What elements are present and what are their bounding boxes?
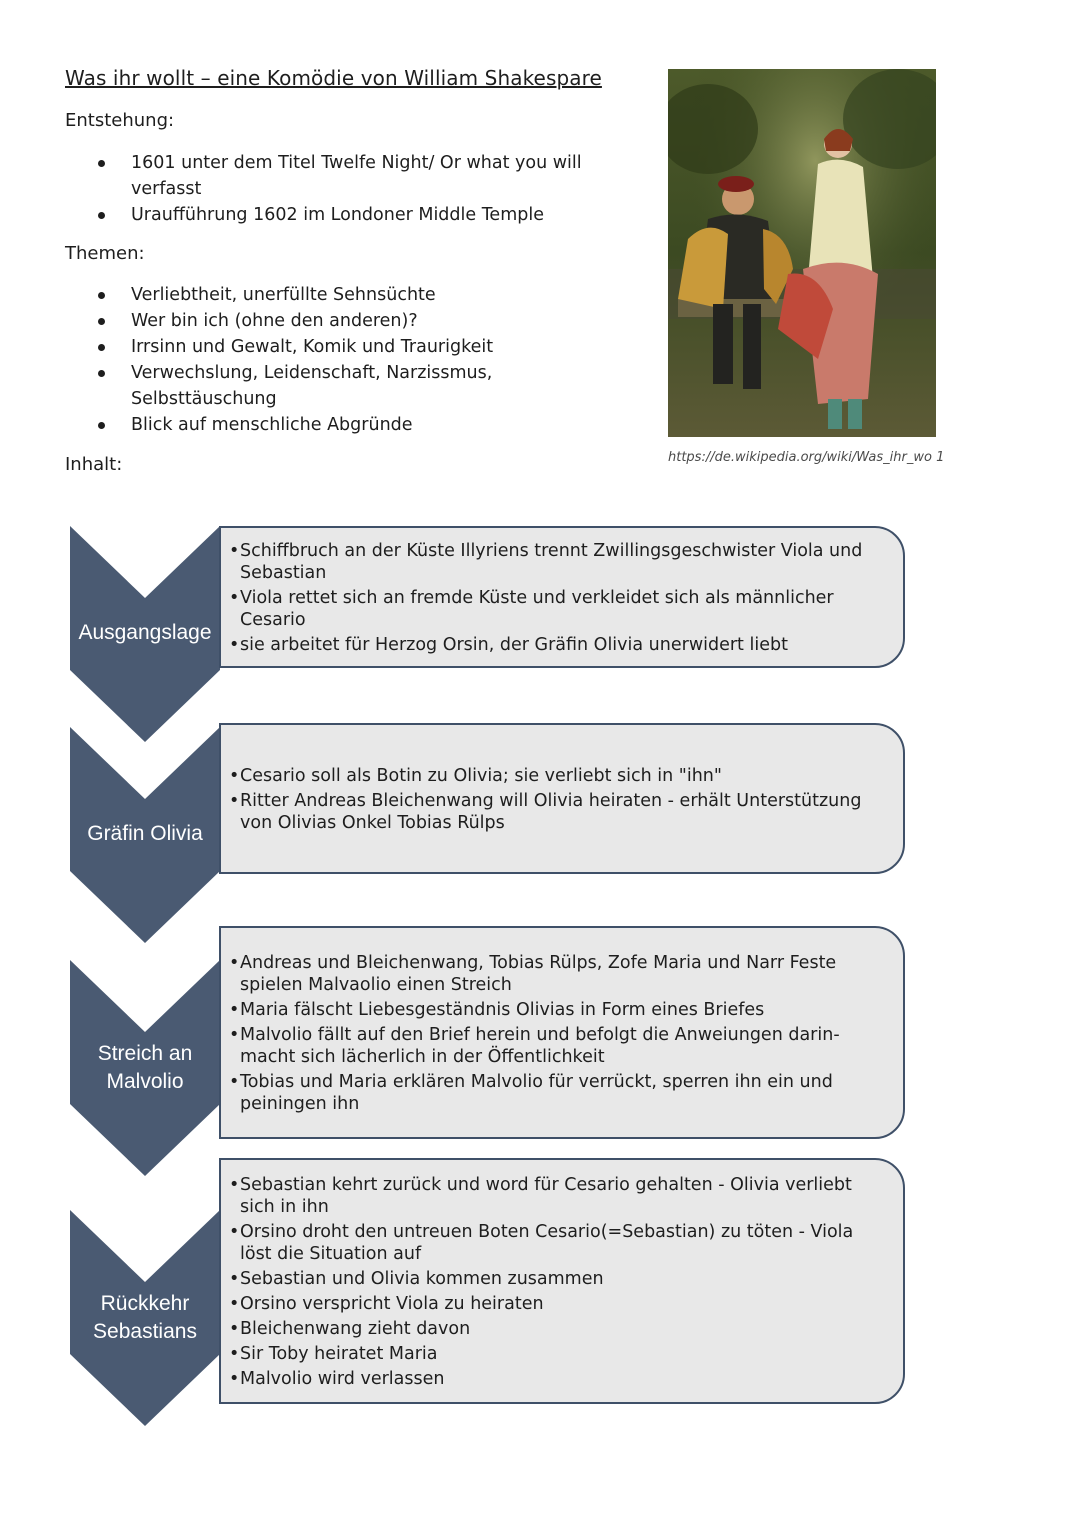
step-box-graefin-olivia xyxy=(219,723,905,874)
list-item: • Tobias und Maria erklären Malvolio für verrückt, sperren ihn ein und peiningen ihn xyxy=(221,1071,883,1115)
inhalt-heading: Inhalt: xyxy=(65,454,123,475)
list-item: • Malvolio wird verlassen xyxy=(221,1368,883,1390)
entstehung-heading: Entstehung: xyxy=(65,110,175,131)
list-item: Uraufführung 1602 im Londoner Middle Temple xyxy=(95,202,585,228)
step-box-rueckkehr-sebastians xyxy=(219,1158,905,1404)
step-label xyxy=(70,1290,220,1346)
step-label-line: Streich an xyxy=(97,1042,193,1065)
list-item: • Malvolio fällt auf den Brief herein und befolgt die Anweiungen darin- macht sich lächerlich in der Öffentlichkeit xyxy=(221,1024,883,1068)
list-item: • Cesario soll als Botin zu Olivia; sie verliebt sich in "ihn" xyxy=(221,765,883,787)
image-caption: https://de.wikipedia.org/wiki/Was_ihr_wo 1 xyxy=(668,450,945,465)
step-box-ausgangslage xyxy=(219,526,905,668)
list-item: 1601 unter dem Titel Twelfe Night/ Or what you will verfasst xyxy=(95,150,585,202)
themen-heading: Themen: xyxy=(65,243,145,264)
list-item: • sie arbeitet für Herzog Orsin, der Gräfin Olivia unerwidert liebt xyxy=(221,634,883,656)
step-chevron-streich-malvolio xyxy=(70,960,220,1176)
list-item: • Sebastian kehrt zurück und word für Cesario gehalten - Olivia verliebt sich in ihn xyxy=(221,1174,883,1218)
list-item: Wer bin ich (ohne den anderen)? xyxy=(95,308,585,334)
list-item: Blick auf menschliche Abgründe xyxy=(95,412,585,438)
step-label-line: Malvolio xyxy=(106,1070,184,1093)
entstehung-list xyxy=(95,150,585,228)
step-label-line: Rückkehr xyxy=(100,1292,190,1315)
list-item: • Orsino droht den untreuen Boten Cesario(=Sebastian) zu töten - Viola löst die Situation auf xyxy=(221,1221,883,1265)
list-item: • Sebastian und Olivia kommen zusammen xyxy=(221,1268,883,1290)
list-item: • Schiffbruch an der Küste Illyriens trennt Zwillingsgeschwister Viola und Sebastian xyxy=(221,540,883,584)
list-item: Irrsinn und Gewalt, Komik und Traurigkeit xyxy=(95,334,585,360)
page-title: Was ihr wollt – eine Komödie von William Shakespare xyxy=(65,66,602,90)
step-chevron-rueckkehr-sebastians xyxy=(70,1210,220,1426)
step-label xyxy=(70,1040,220,1096)
step-chevron-graefin-olivia xyxy=(70,727,220,943)
list-item: • Andreas und Bleichenwang, Tobias Rülps, Zofe Maria und Narr Feste spielen Malvaolio einen Streich xyxy=(221,952,883,996)
step-label: Ausgangslage xyxy=(78,621,212,644)
step-label: Gräfin Olivia xyxy=(87,822,203,845)
step-box-streich-malvolio xyxy=(219,926,905,1139)
list-item: • Maria fälscht Liebesgeständnis Olivias in Form eines Briefes xyxy=(221,999,883,1021)
list-item: • Ritter Andreas Bleichenwang will Olivia heiraten - erhält Unterstützung von Olivias Onkel Tobias Rülps xyxy=(221,790,883,834)
painting-image xyxy=(668,69,936,437)
themen-list xyxy=(95,282,585,438)
list-item: • Orsino verspricht Viola zu heiraten xyxy=(221,1293,883,1315)
list-item: Verwechslung, Leidenschaft, Narzissmus, Selbsttäuschung xyxy=(95,360,585,412)
list-item: • Bleichenwang zieht davon xyxy=(221,1318,883,1340)
step-chevron-ausgangslage xyxy=(70,526,220,742)
step-label-line: Sebastians xyxy=(93,1320,197,1343)
list-item: • Sir Toby heiratet Maria xyxy=(221,1343,883,1365)
list-item: Verliebtheit, unerfüllte Sehnsüchte xyxy=(95,282,585,308)
list-item: • Viola rettet sich an fremde Küste und verkleidet sich als männlicher Cesario xyxy=(221,587,883,631)
